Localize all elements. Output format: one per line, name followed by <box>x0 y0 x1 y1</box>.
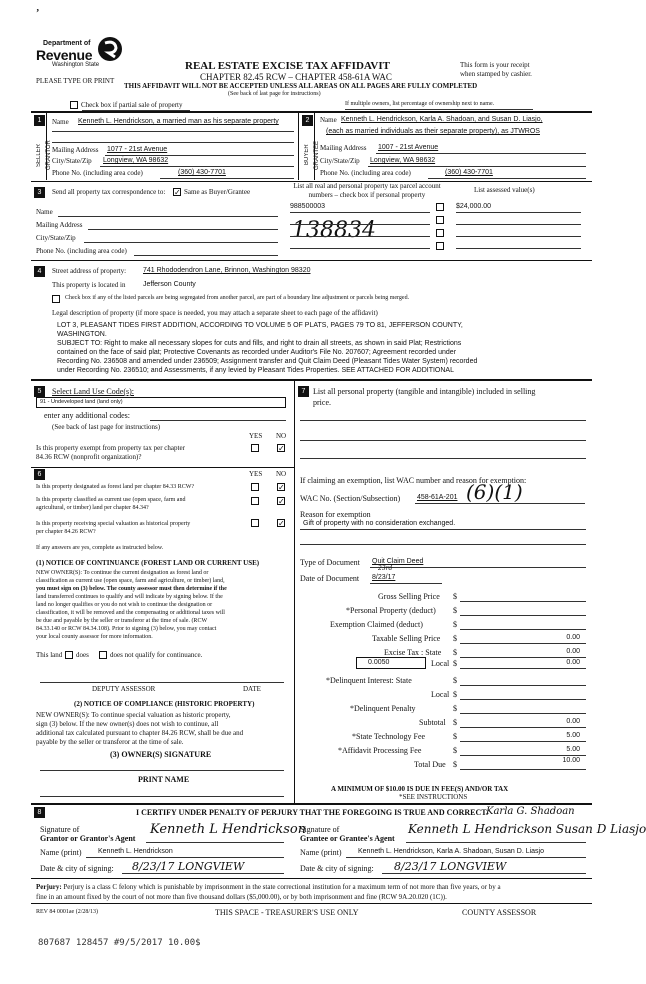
county-label: This property is located in <box>52 281 126 289</box>
rev-number: REV 84 0001ae (2/28/13) <box>36 909 99 915</box>
exempt-yes-checkbox[interactable] <box>251 444 259 452</box>
historic-question-2: per chapter 84.26 RCW? <box>36 529 96 535</box>
legal-line-3: SUBJECT TO: Right to make all necessary slopes for cuts and fills, and right to drain all streets, as shown in said Plat; Restrictions <box>57 340 462 347</box>
legal-line-6: under Recording No. 236510; and Assessments, if any levied by Pleasant Tides Properties. SEE ATTACHED FOR ADDITIONAL <box>57 367 454 374</box>
accounts-header: List all real and personal property tax parcel account numbers – check box if personal property <box>293 182 441 199</box>
treasurer-use-label: THIS SPACE - TREASURER'S USE ONLY <box>215 908 359 917</box>
notice-1-title: (1) NOTICE OF CONTINUANCE (FOREST LAND OR CURRENT USE) <box>36 559 260 567</box>
grantor-date-label: Date & city of signing: <box>40 864 114 873</box>
seller-address-label: Mailing Address <box>52 146 99 154</box>
treasurer-stamp: 807687 128457 #9/5/2017 10.00$ <box>38 938 201 948</box>
grantor-signature: Kenneth L Hendrickson <box>150 822 307 837</box>
land-use-select[interactable] <box>36 397 286 408</box>
buyer-city[interactable]: Longview, WA 98632 <box>370 157 436 164</box>
street-address[interactable]: 741 Rhododendron Lane, Brinnon, Washington 98320 <box>143 267 311 274</box>
local-value: 0.00 <box>566 659 580 666</box>
seller-side-label: SELLER GRANTOR <box>36 140 52 170</box>
same-as-buyer-checkbox[interactable]: ✓ <box>174 188 181 197</box>
section-number-7: 7 <box>298 386 309 397</box>
total-due-dollar: $ <box>453 760 457 769</box>
handwritten-account: 138834 <box>292 218 376 243</box>
section-number-8: 8 <box>34 807 45 818</box>
legal-line-4: contained on the face of said plat; Protective Covenants as recorded under Auditor's File No. 207607; Agreement recorded under <box>57 349 457 356</box>
section-number-1: 1 <box>34 115 45 126</box>
gross-dollar: $ <box>453 592 457 601</box>
notice-1-line-4: land transferred continues to qualify and will indicate by signing below. If the <box>36 594 223 600</box>
notice-2-line-2: sign (3) below. If the new owner(s) does not wish to continue, all <box>36 720 219 728</box>
s6-yes: YES <box>249 470 263 478</box>
legal-line-2: WASHINGTON. <box>57 331 107 338</box>
forest-no-checkbox[interactable]: ✓ <box>278 483 285 492</box>
exemption-claim-label: If claiming an exemption, list WAC number and reason for exemption: <box>300 476 527 485</box>
delinquent-interest-label: *Delinquent Interest: State <box>326 676 412 685</box>
subtotal-label: Subtotal <box>419 718 446 727</box>
notice-1-line-6: classification, it will be removed and the compensating or additional taxes will <box>36 610 225 616</box>
correspondence-label: Send all property tax correspondence to: <box>52 188 166 196</box>
total-due-value: 10.00 <box>562 757 580 764</box>
additional-codes-label: enter any additional codes: <box>44 411 130 420</box>
personal-prop-label-1: List all personal property (tangible and intangible) included in selling <box>313 387 536 396</box>
grantee-date: 8/23/17 LONGVIEW <box>394 860 507 873</box>
land-does-not-label: does not qualify for continuance. <box>110 651 203 659</box>
current-use-no-checkbox[interactable]: ✓ <box>278 497 285 506</box>
notice-1-line-5: land no longer qualifies or you do not wish to continue the designation or <box>36 602 213 608</box>
doc-date-handwritten: 23rd <box>378 565 393 572</box>
current-use-yes-checkbox[interactable] <box>251 497 259 505</box>
excise-dollar: $ <box>453 648 457 657</box>
personal-prop-label-2: price. <box>313 398 331 407</box>
doc-date-label: Date of Document <box>300 574 360 583</box>
personal-label: *Personal Property (deduct) <box>346 606 436 615</box>
doc-type-label: Type of Document <box>300 558 360 567</box>
delinquent-penalty-dollar: $ <box>453 704 457 713</box>
current-use-question-2: agricultural, or timber) land per chapter 84.34? <box>36 505 149 511</box>
perjury-label: Perjury: <box>36 883 62 891</box>
personal-prop-checkbox-1[interactable] <box>436 203 444 211</box>
corr-city-label: City/State/Zip <box>36 234 76 242</box>
exemption-claimed-label: Exemption Claimed (deduct) <box>330 620 423 629</box>
seller-name[interactable]: Kenneth L. Hendrickson, a married man as his separate property <box>78 118 279 125</box>
section-number-5: 5 <box>34 386 45 397</box>
notice-1-line-9: your local county assessor for more information. <box>36 634 153 640</box>
grantee-name-label: Name (print) <box>300 848 342 857</box>
corr-address-label: Mailing Address <box>36 221 83 229</box>
notice-1-line-3: you must sign on (3) below. The county assessor must then determine if the <box>36 586 227 592</box>
buyer-phone[interactable]: (360) 430-7701 <box>445 169 493 176</box>
segregated-label: Check box if any of the listed parcels are being segregated from another parcel, are part of a boundary line adjustment or parcels being merged. <box>65 295 410 301</box>
reason-value[interactable]: Gift of property with no consideration exchanged. <box>303 520 456 527</box>
reason-label: Reason for exemption <box>300 510 371 519</box>
buyer-side-label: BUYER GRANTEE <box>304 140 320 170</box>
notice-1-line-2: classification as current use (open space, farm and agriculture, or timber) land, <box>36 578 225 584</box>
seller-name-label: Name <box>52 118 69 126</box>
form-title: REAL ESTATE EXCISE TAX AFFIDAVIT <box>185 60 390 72</box>
buyer-name-label: Name <box>320 116 337 124</box>
print-note: PLEASE TYPE OR PRINT <box>36 77 115 85</box>
buyer-name-line-1[interactable]: Kenneth L. Hendrickson, Karla A. Shadoan, and Susan D. Liasjo, <box>341 116 543 123</box>
local2-dollar: $ <box>453 690 457 699</box>
section-number-2: 2 <box>302 115 313 126</box>
seller-city[interactable]: Longview, WA 98632 <box>103 157 169 164</box>
buyer-phone-label: Phone No. (including area code) <box>320 169 411 177</box>
current-use-question-1: Is this property classified as current use (open space, farm and <box>36 497 186 503</box>
corner-mark: ʼ <box>36 8 40 19</box>
segregated-checkbox[interactable] <box>52 295 60 303</box>
personal-prop-checkbox-4[interactable] <box>436 242 444 250</box>
certify-statement: I CERTIFY UNDER PENALTY OF PERJURY THAT THE FOREGOING IS TRUE AND CORRECT. <box>136 808 489 817</box>
perjury-line-1 <box>36 883 501 891</box>
street-label: Street address of property: <box>52 267 127 275</box>
partial-sale-label: Check box if partial sale of property <box>81 101 183 109</box>
historic-no-checkbox[interactable]: ✓ <box>278 519 285 528</box>
total-due-label: Total Due <box>414 760 446 769</box>
tech-fee-value: 5.00 <box>566 732 580 739</box>
see-back-note: (See back of last page for instructions) <box>228 91 321 97</box>
wac-number[interactable]: 458-61A-201 <box>417 494 458 501</box>
subtotal-dollar: $ <box>453 718 457 727</box>
form-warning: THIS AFFIDAVIT WILL NOT BE ACCEPTED UNLESS ALL AREAS ON ALL PAGES ARE FULLY COMPLETED <box>124 82 478 90</box>
doc-date-value[interactable]: 8/23/17 <box>372 574 396 581</box>
logo-name: Revenue <box>36 47 93 63</box>
assessed-header: List assessed value(s) <box>474 186 535 194</box>
notice-3-title: (3) OWNER(S) SIGNATURE <box>110 750 212 759</box>
tech-fee-dollar: $ <box>453 732 457 741</box>
historic-yes-checkbox[interactable] <box>251 519 259 527</box>
receipt-note-1: This form is your receipt <box>460 61 530 69</box>
notice-1-line-8: 84.33.140 or RCW 84.34.108). Prior to signing (3) below, you may contact <box>36 626 217 632</box>
subtotal-value: 0.00 <box>566 718 580 725</box>
corr-name-label: Name <box>36 208 53 216</box>
land-use-no: NO <box>276 432 287 440</box>
see-instructions-note: *SEE INSTRUCTIONS <box>399 793 468 801</box>
taxable-value: 0.00 <box>566 634 580 641</box>
grantee-name[interactable]: Kenneth L. Hendrickson, Karla A. Shadoan, Susan D. Liasjo <box>358 848 545 855</box>
affidavit-fee-value: 5.00 <box>566 746 580 753</box>
local-label: Local <box>431 659 450 668</box>
exempt-no-checkbox[interactable]: ✓ <box>278 444 285 453</box>
grantee-signature-top: Karla G. Shadoan <box>486 806 575 817</box>
assessed-value-1[interactable]: $24,000.00 <box>456 203 492 210</box>
county-assessor-label: COUNTY ASSESSOR <box>462 908 537 917</box>
s6-no: NO <box>276 470 287 478</box>
personal-prop-checkbox-2[interactable] <box>436 216 444 224</box>
deputy-assessor-label: DEPUTY ASSESSOR <box>92 685 156 693</box>
print-name-label: PRINT NAME <box>138 775 190 784</box>
land-use-see-back: (See back of last page for instructions) <box>52 423 161 431</box>
delinquent-penalty-label: *Delinquent Penalty <box>350 704 416 713</box>
wac-label: WAC No. (Section/Subsection) <box>300 494 401 503</box>
grantor-sig-label-1: Signature of <box>40 825 80 834</box>
tech-fee-label: *State Technology Fee <box>352 732 426 741</box>
delinquent-interest-dollar: $ <box>453 676 457 685</box>
land-use-yes: YES <box>249 432 263 440</box>
buyer-name-line-2[interactable]: (each as married individuals as their separate property), as JTWROS <box>326 128 540 135</box>
exempt-question-2: 84.36 RCW (nonprofit organization)? <box>36 453 142 461</box>
notice-1-line-7: be due and payable by the seller or transferor at the time of sale. (RCW <box>36 618 208 624</box>
if-yes-note: If any answers are yes, complete as instructed below. <box>36 545 164 551</box>
perjury-text-2: fine in an amount fixed by the court of not more than five thousand dollars ($5,000.00), or by both imprisonment and fine (RCW 9A.20.020 (1C)). <box>36 893 447 901</box>
land-does-label: does <box>76 651 89 659</box>
exemption-dollar: $ <box>453 620 457 629</box>
taxable-label: Taxable Selling Price <box>372 634 441 643</box>
wac-handwritten: (6)(1) <box>466 480 523 504</box>
revenue-logo-mark-icon <box>97 36 123 62</box>
same-as-buyer-label: Same as Buyer/Grantee <box>184 188 251 196</box>
buyer-address[interactable]: 1007 - 21st Avenue <box>378 144 439 151</box>
forest-yes-checkbox[interactable] <box>251 483 259 491</box>
minimum-due-note: A MINIMUM OF $10.00 IS DUE IN FEE(S) AND/OR TAX <box>331 785 509 793</box>
excise-value: 0.00 <box>566 648 580 655</box>
buyer-city-label: City/State/Zip <box>320 157 360 165</box>
seller-phone[interactable]: (360) 430-7701 <box>178 169 226 176</box>
seller-city-label: City/State/Zip <box>52 157 92 165</box>
partial-sale-checkbox[interactable] <box>70 101 78 109</box>
notice-2-line-4: payable by the seller or transferor at the time of sale. <box>36 738 184 746</box>
seller-phone-label: Phone No. (including area code) <box>52 169 143 177</box>
affidavit-fee-dollar: $ <box>453 746 457 755</box>
notice-2-title: (2) NOTICE OF COMPLIANCE (HISTORIC PROPERTY) <box>74 700 255 708</box>
local-rate: 0.0050 <box>368 659 390 666</box>
perjury-text-1: Perjury is a class C felony which is punishable by imprisonment in the state correctional institution for a maximum term of not more than five years, or by a <box>63 883 501 891</box>
notice-1-line-1: NEW OWNER(S): To continue the current designation as forest land or <box>36 570 209 576</box>
legal-label: Legal description of property (if more space is needed, you may attach a separate sheet to each page of the affidavit) <box>52 309 378 317</box>
buyer-address-label: Mailing Address <box>320 144 367 152</box>
corr-phone-label: Phone No. (including area code) <box>36 247 127 255</box>
legal-line-1: LOT 3, PLEASANT TIDES FIRST ADDITION, ACCORDING TO VOLUME 5 OF PLATS, PAGES 79 TO 81, JEFFERSON COUNTY, <box>57 322 463 329</box>
doc-type-value[interactable]: Quit Claim Deed <box>372 558 424 565</box>
land-does-checkbox[interactable] <box>65 651 73 659</box>
personal-dollar: $ <box>453 606 457 615</box>
section-number-6: 6 <box>34 469 45 480</box>
seller-address[interactable]: 1077 - 21st Avenue <box>107 146 168 153</box>
logo-state: Washington State <box>52 62 100 68</box>
form-chapter: CHAPTER 82.45 RCW – CHAPTER 458-61A WAC <box>200 72 392 82</box>
local2-label: Local <box>431 690 450 699</box>
notice-2-line-1: NEW OWNER(S): To continue special valuation as historic property, <box>36 711 231 719</box>
land-does-not-checkbox[interactable] <box>99 651 107 659</box>
grantee-date-label: Date & city of signing: <box>300 864 374 873</box>
land-use-selected: 91 - Undeveloped land (land only) <box>40 399 123 405</box>
county-value[interactable]: Jefferson County <box>143 281 196 288</box>
account-number-1[interactable]: 988500003 <box>290 203 326 210</box>
notice-2-line-3: additional tax calculated pursuant to chapter 84.26 RCW, shall be due and <box>36 729 244 737</box>
grantor-name[interactable]: Kenneth L. Hendrickson <box>98 848 173 855</box>
grantor-sig-label-2: Grantor or Grantor's Agent <box>40 834 136 843</box>
multi-owner-note: If multiple owners, list percentage of ownership next to name. <box>345 101 495 107</box>
land-this-label: This land <box>36 651 63 659</box>
logo-dept: Department of <box>43 40 91 47</box>
historic-question-1: Is this property receiving special valuation as historical property <box>36 521 191 527</box>
receipt-note-2: when stamped by cashier. <box>460 70 532 78</box>
excise-label: Excise Tax : State <box>384 648 442 657</box>
affidavit-fee-label: *Affidavit Processing Fee <box>338 746 422 755</box>
forest-question: Is this property designated as forest land per chapter 84.33 RCW? <box>36 484 195 490</box>
deputy-date-label: DATE <box>243 685 261 693</box>
taxable-dollar: $ <box>453 634 457 643</box>
grantee-sig-label-2: Grantee or Grantee's Agent <box>300 834 395 843</box>
section-number-3: 3 <box>34 187 45 198</box>
gross-label: Gross Selling Price <box>378 592 440 601</box>
exempt-question-1: Is this property exempt from property tax per chapter <box>36 444 185 452</box>
legal-line-5: Recording No. 236508 and amended under 236509; Assignment transfer and Quit Claim Deed (Pleasant Tides Water System) recorded <box>57 358 478 365</box>
personal-prop-checkbox-3[interactable] <box>436 229 444 237</box>
section-number-4: 4 <box>34 266 45 277</box>
local-rate-box[interactable] <box>356 657 426 669</box>
grantor-date: 8/23/17 LONGVIEW <box>132 860 245 873</box>
local-dollar: $ <box>453 659 457 668</box>
land-use-label: Select Land Use Code(s): <box>52 387 134 396</box>
grantee-signature: Kenneth L Hendrickson Susan D Liasjo <box>408 822 646 836</box>
grantor-name-label: Name (print) <box>40 848 82 857</box>
grantee-sig-label-1: Signature of <box>300 825 340 834</box>
